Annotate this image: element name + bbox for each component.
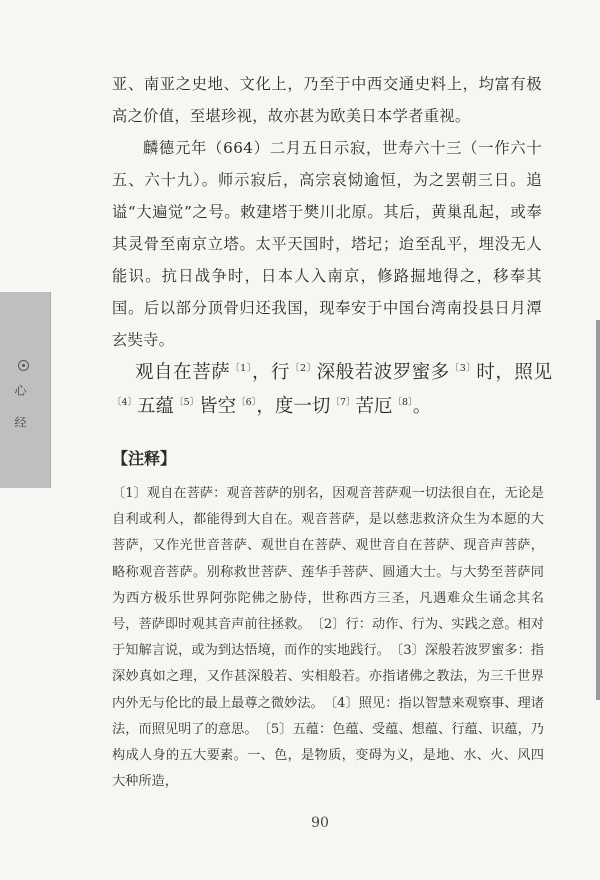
sutra-segment: ，行 (251, 362, 291, 383)
sutra-segment: 观自在菩萨 (135, 362, 231, 383)
note-ref: 〔3〕 (449, 363, 477, 374)
side-tab-label: 心 经 (13, 384, 27, 436)
body-paragraph-2: 麟德元年（664）二月五日示寂，世寿六十三（一作六十五、六十九）。师示寂后，高宗哀恸逾恒，为之罢朝三日。追谥“大遍觉”之号。敕建塔于樊川北原。其后，黄巢乱起，或奉其灵骨至南京立塔。太平天国时，塔圮；迨至乱平，埋没无人能识。抗日战争时，日本人入南京，修路掘地得之，移奉其国。后以部分顶骨归还我国，现奉安于中国台湾南投县日月潭玄奘寺。 (112, 139, 542, 349)
note-ref: 〔4〕 (112, 397, 138, 408)
page-number: 90 (311, 815, 329, 831)
circle-dot-icon (18, 360, 29, 371)
note-ref: 〔2〕 (290, 363, 317, 374)
notes-heading: 【注释】 (112, 449, 177, 468)
sutra-verse (112, 354, 552, 422)
note-ref: 〔6〕 (236, 397, 257, 408)
sutra-segment: 。 (412, 396, 432, 417)
note-ref: 〔5〕 (174, 397, 200, 408)
note-ref: 〔8〕 (392, 397, 413, 408)
sutra-segment: 苦厄 (355, 396, 393, 417)
notes-body: 〔1〕观自在菩萨：观音菩萨的别名，因观音菩萨观一切法很自在，无论是自利或利人，都能得到大自在。观音菩萨，是以慈悲救济众生为本愿的大菩萨，又作光世音菩萨、观世自在菩萨、观世音自在菩萨、现音声菩萨，略称观音菩萨。别称救世菩萨、莲华手菩萨、圆通大士。与大势至菩萨同为西方极乐世界阿弥陀佛之胁侍，世称西方三圣，凡遇难众生诵念其名号，菩萨即时观其音声前往拯救。 〔2〕行：动作、行为、实践之意。相对于知解言说，或为到达悟境，而作的实地践行。 〔3〕深般若波罗蜜多：指深妙真如之理，又作甚深般若、实相般若。亦指诸佛之教法，为三千世界内外无与伦比的最上最尊之微妙法。 〔4〕照见：指以智慧来观察事、理诸法，而照见明了的意思。 〔5〕五蕴：色蕴、受蕴、想蕴、行蕴、识蕴，乃构成人身的五大要素。一、色，是物质，变碍为义，是地、水、火、风四大种所造， (112, 486, 544, 790)
note-ref: 〔7〕 (330, 397, 356, 408)
side-tab (0, 292, 51, 488)
page-edge-shadow (596, 320, 600, 700)
sutra-segment: 时，照见 (476, 362, 552, 383)
body-paragraph-1: 亚、南亚之史地、文化上，乃至于中西交通史料上，均富有极高之价值，至堪珍视，故亦甚为欧美日本学者重视。 (112, 75, 542, 125)
sutra-segment: 皆空 (199, 396, 237, 417)
sutra-segment: 五蕴 (137, 396, 175, 417)
sutra-segment: 深般若波罗蜜多 (316, 362, 450, 383)
sutra-segment: ，度一切 (256, 396, 331, 417)
note-ref: 〔1〕 (230, 363, 252, 374)
